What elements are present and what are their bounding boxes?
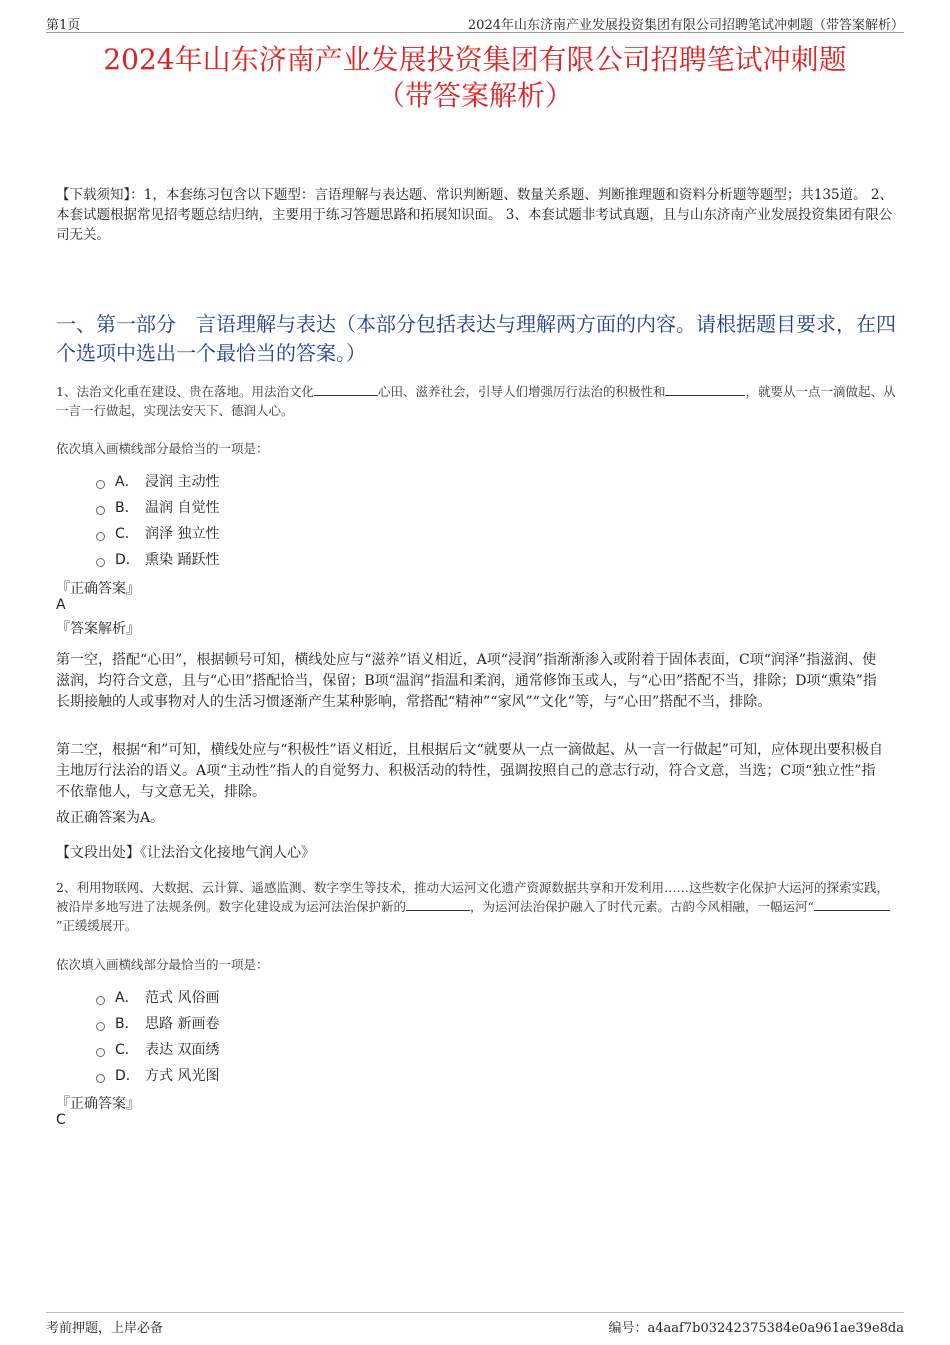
header-doc-title: 2024年山东济南产业发展投资集团有限公司招聘笔试冲刺题（带答案解析）	[467, 18, 904, 33]
radio-icon[interactable]	[96, 506, 105, 515]
question-2-prompt: 依次填入画横线部分最恰当的一项是：	[56, 957, 269, 972]
option-a[interactable]: A． 浸润 主动性	[96, 468, 219, 494]
radio-icon[interactable]	[96, 1022, 105, 1031]
section-heading: 一、第一部分 言语理解与表达（本部分包括表达与理解两方面的内容。请根据题目要求，在四个选项中选出一个最恰当的答案。）	[56, 312, 896, 365]
option-c[interactable]: C． 表达 双面绣	[96, 1036, 219, 1062]
page-number: 第1页	[46, 18, 81, 33]
answer-label: 『正确答案』	[56, 1096, 140, 1112]
title-line-2: （带答案解析）	[376, 79, 573, 112]
passage-source: 【文段出处】《让法治文化接地气润人心》	[56, 845, 315, 861]
option-d[interactable]: D． 熏染 踊跃性	[96, 546, 219, 572]
analysis-label: 『答案解析』	[56, 621, 140, 637]
download-notice: 【下载须知】：1，本套练习包含以下题型：言语理解与表达题、常识判断题、数量关系题、判断推理题和资料分析题等题型；共135道。 2、本套试题根据常见招考题总结归纳，主要用于练习答题思路和拓展知识面。 3、本套试题非考试真题，且与山东济南产业发展投资集团有限公司无关。	[56, 187, 893, 243]
analysis-paragraph-1: 第一空，搭配“心田”，根据顿号可知，横线处应与“滋养”语义相近，A项“浸润”指渐渐渗入或附着于固体表面，C项“润泽”指滋润、使滋润，均符合文意，且与“心田”搭配恰当，保留；B项“温润”指温和柔润，通常修饰玉或人，与“心田”搭配不当，排除；D项“熏染”指长期接触的人或事物对人的生活习惯逐渐产生某种影响，常搭配“精神”“家风”“文化”等，与“心田”搭配不当，排除。	[56, 652, 877, 710]
option-c[interactable]: C． 润泽 独立性	[96, 520, 219, 546]
question-1-prompt: 依次填入画横线部分最恰当的一项是：	[56, 441, 269, 456]
option-b[interactable]: B． 思路 新画卷	[96, 1010, 219, 1036]
answer-label: 『正确答案』	[56, 581, 140, 597]
analysis-paragraph-2: 第二空，根据“和”可知，横线处应与“积极性”语义相近，且根据后文“就要从一点一滴做起、从一言一行做起”可知，应体现出要积极自主地厉行法治的语义。A项“主动性”指人的自觉努力、积极活动的特性，强调按照自己的意志行动，符合文意，当选；C项“独立性”指不依靠他人，与文意无关，排除。	[56, 742, 883, 800]
blank	[314, 383, 378, 396]
document-title	[40, 42, 910, 114]
radio-icon[interactable]	[96, 558, 105, 567]
page-footer	[46, 1312, 904, 1336]
question-2-text: 2、利用物联网、大数据、云计算、遥感监测、数字孪生等技术，推动大运河文化遗产资源数据共享和开发利用……这些数字化保护大运河的探索实践，被沿岸多地写进了法规条例。数字化建设成为运河法治保护新的 ，为运河法治保护融入了时代元素。古韵今风相融，一幅运河“”正缓缓展开。	[56, 880, 889, 933]
radio-icon[interactable]	[96, 996, 105, 1005]
radio-icon[interactable]	[96, 480, 105, 489]
page-header	[46, 14, 904, 33]
blank	[665, 383, 745, 396]
title-line-1: 2024年山东济南产业发展投资集团有限公司招聘笔试冲刺题	[103, 43, 847, 76]
answer-value: A	[56, 597, 66, 613]
question-2-options	[96, 984, 219, 1088]
analysis-conclusion: 故正确答案为A。	[56, 810, 165, 826]
option-a[interactable]: A． 范式 风俗画	[96, 984, 219, 1010]
footer-slogan: 考前押题，上岸必备	[46, 1321, 164, 1336]
blank	[406, 898, 470, 911]
radio-icon[interactable]	[96, 1048, 105, 1057]
option-d[interactable]: D． 方式 风光图	[96, 1062, 219, 1088]
footer-doc-id: 编号：a4aaf7b03242375384e0a961ae39e8da	[608, 1321, 904, 1336]
question-1-text: 1、法治文化重在建设、贵在落地。用法治文化 心田、滋养社会，引导人们增强厉行法治的积极性和 ，就要从一点一滴做起、从一言一行做起，实现法安天下、德润人心。	[56, 384, 896, 418]
radio-icon[interactable]	[96, 532, 105, 541]
option-b[interactable]: B． 温润 自觉性	[96, 494, 219, 520]
radio-icon[interactable]	[96, 1074, 105, 1083]
blank	[814, 898, 890, 911]
question-1-options	[96, 468, 219, 572]
answer-value: C	[56, 1112, 66, 1128]
